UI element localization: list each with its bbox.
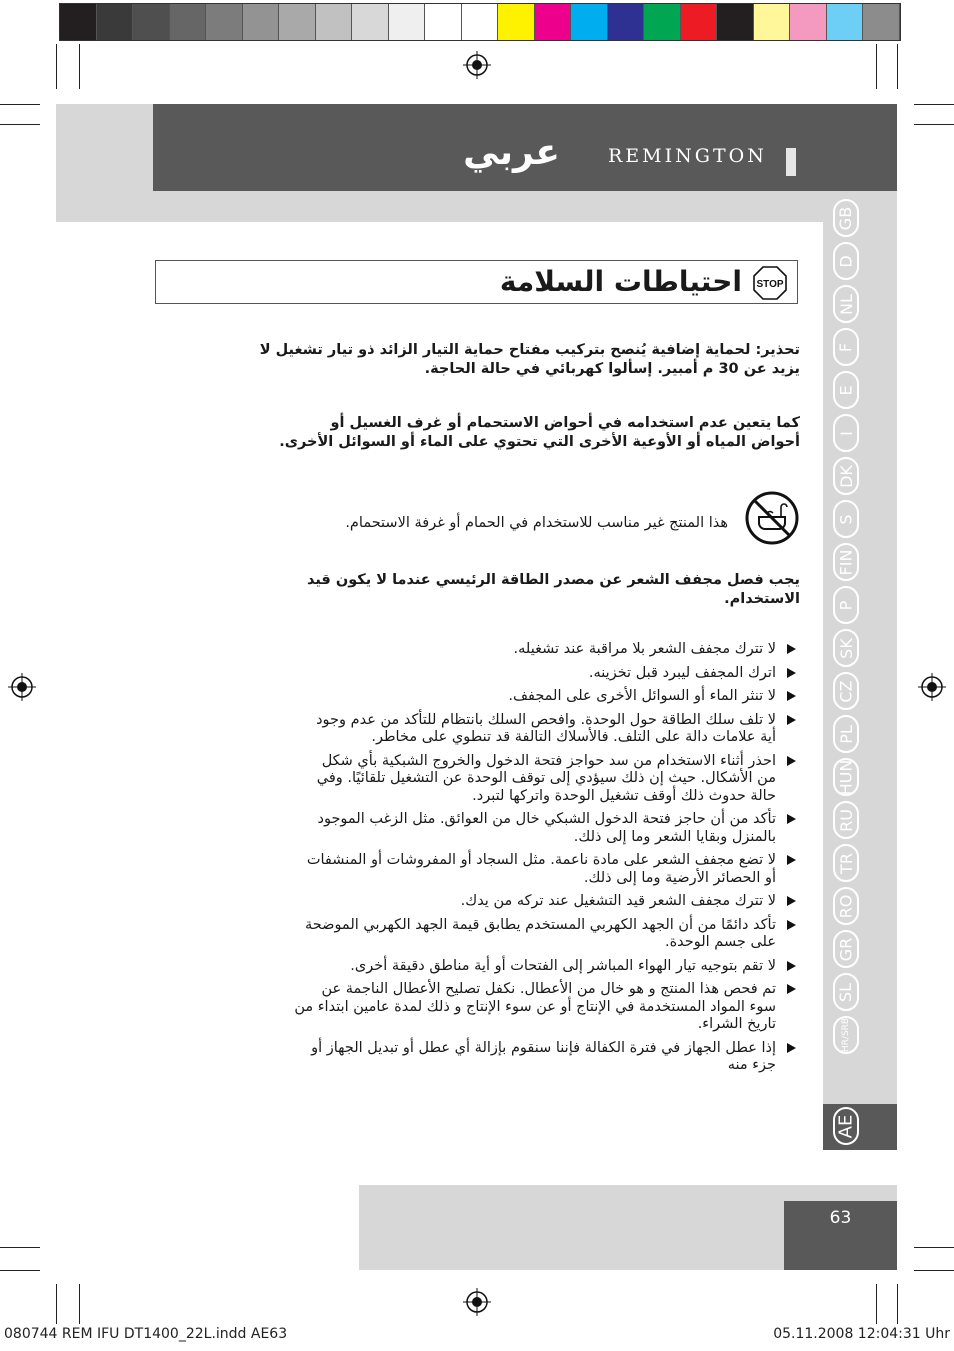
tab-i[interactable] [833, 414, 859, 452]
list-item-line: حالة حدوث ذلك أوقف تشغيل الوحدة واتركها لتبرد. [472, 787, 776, 804]
tab-label: RU [836, 808, 856, 832]
list-item-line: لا تترك مجفف الشعر قيد التشغيل عند تركه من يدك. [460, 893, 776, 909]
tab-tr[interactable] [833, 844, 859, 882]
page-number: 63 [784, 1201, 897, 1270]
crop-mark [876, 44, 877, 89]
bullet-arrow-icon [787, 1043, 796, 1053]
list-item [170, 811, 800, 846]
brand-accent-bar [786, 148, 796, 176]
list-item-line: تأكد من أن حاجز فتحة الدخول الشبكي خال من العوائق. مثل الزغب الموجود [317, 811, 776, 827]
list-item [170, 981, 800, 1034]
color-swatch [754, 4, 791, 40]
unplug-warning-line: الاستخدام. [724, 591, 800, 607]
list-item [170, 665, 800, 683]
tab-label: F [836, 342, 856, 352]
bath-note: هذا المنتج غير مناسب للاستخدام في الحمام أو غرفة الاستحمام. [345, 515, 728, 531]
color-swatch [206, 4, 243, 40]
tab-label: DK [836, 464, 856, 488]
water-warning [170, 414, 800, 452]
tab-label: SL [836, 982, 856, 1002]
list-item-line: جزء منه [727, 1057, 776, 1073]
tab-hun[interactable] [833, 758, 859, 796]
color-swatch [425, 4, 462, 40]
tab-label: RO [836, 894, 856, 918]
tab-s[interactable] [833, 500, 859, 538]
color-swatch [170, 4, 207, 40]
registration-mark-icon [918, 673, 946, 701]
unplug-warning-line: يجب فصل مجفف الشعر عن مصدر الطاقة الرئيسي عندما لا يكون قيد [307, 572, 800, 588]
tab-pl[interactable] [833, 715, 859, 753]
tab-cz[interactable] [833, 672, 859, 710]
list-item-line: على جسم الوحدة. [664, 934, 776, 950]
crop-mark [897, 1284, 898, 1324]
bullet-arrow-icon [787, 855, 796, 865]
bullet-arrow-icon [787, 691, 796, 701]
tab-label: PL [836, 724, 856, 744]
color-swatch [133, 4, 170, 40]
tab-label: I [836, 430, 856, 436]
list-item-line: تم فحص هذا المنتج و هو خال من الأعطال. نكفل تصليح الأعطال الناجمة عن [321, 981, 776, 997]
bullet-arrow-icon [787, 668, 796, 678]
unplug-warning [170, 571, 800, 609]
list-item-line: تأكد دائمًا من أن الجهد الكهربي المستخدم يطابق قيمة الجهد الكهربي الموضحة [305, 916, 776, 933]
registration-mark-icon [463, 1288, 491, 1316]
tab-label: HR/SRB [841, 1017, 852, 1053]
language-title: عربي [463, 132, 560, 173]
list-item-line: بالمنزل وبقايا الشعر وما إلى ذلك. [573, 828, 776, 845]
tab-label: AE [835, 1114, 857, 1138]
crop-mark [0, 1247, 40, 1248]
tab-ru[interactable] [833, 801, 859, 839]
list-item-line: اترك المجفف ليبرد قبل تخزينه. [588, 664, 776, 681]
list-item [170, 958, 800, 976]
crop-mark [914, 104, 954, 105]
bullet-arrow-icon [787, 644, 796, 654]
tab-label: HUN [836, 759, 856, 795]
list-item-line: أو الحصائر الأرضية وما إلى ذلك. [583, 869, 776, 886]
tab-dk[interactable] [833, 457, 859, 495]
tab-gb[interactable] [833, 199, 859, 237]
tab-sl[interactable] [833, 973, 859, 1011]
section-title: احتياطات السلامة [499, 265, 742, 298]
color-swatch [827, 4, 864, 40]
list-item [170, 852, 800, 887]
color-swatch [60, 4, 97, 40]
list-item-line: تاريخ الشراء. [697, 1016, 776, 1032]
list-item [170, 688, 800, 706]
list-item-line: لا تلف سلك الطاقة حول الوحدة. وافحص السلك بانتظام للتأكد من عدم وجود [316, 711, 776, 728]
safety-bullet-list [170, 641, 800, 1081]
tab-label: E [836, 384, 856, 396]
list-item [170, 641, 800, 659]
color-swatch [535, 4, 572, 40]
tab-label: GB [836, 206, 856, 230]
tab-fin[interactable] [833, 543, 859, 581]
list-item-line: لا تضع مجفف الشعر على مادة ناعمة. مثل السجاد أو المفروشات أو المنشفات [306, 852, 776, 868]
brand-logo: REMINGTON [608, 145, 767, 167]
crop-mark [56, 44, 57, 89]
crop-mark [79, 44, 80, 89]
tab-label: NL [836, 293, 856, 315]
crop-mark [914, 1270, 954, 1271]
tab-sk[interactable] [833, 629, 859, 667]
crop-mark [0, 124, 40, 125]
color-swatch [644, 4, 681, 40]
registration-mark-icon [8, 673, 36, 701]
no-bathtub-icon [745, 491, 799, 545]
bullet-arrow-icon [787, 961, 796, 971]
tab-ro[interactable] [833, 887, 859, 925]
water-warning-line: كما يتعين عدم استخدامه في أحواض الاستحمام أو غرف الغسيل أو [330, 415, 800, 431]
tab-label: SK [836, 637, 856, 659]
tab-label: TR [836, 852, 856, 874]
bullet-arrow-icon [787, 984, 796, 994]
list-item-line: من الأشكال. حيث إن ذلك سيؤدي إلى توقف الوحدة عن التشغيل تلقائيًا. وفي [316, 770, 776, 786]
list-item-line: لا تترك مجفف الشعر بلا مراقبة عند تشغيله. [513, 641, 776, 657]
rcd-warning-line: تحذير: لحماية إضافية يُنصح بتركيب مفتاح حماية التيار الزائد ذو تيار تشغيل لا [259, 342, 800, 358]
color-swatch [863, 4, 900, 40]
crop-mark [0, 1270, 40, 1271]
crop-mark [876, 1284, 877, 1324]
color-swatch [97, 4, 134, 40]
color-swatch [352, 4, 389, 40]
rcd-warning-line: يزيد عن 30 م أمبير. إسألوا كهربائي في حالة الحاجة. [424, 361, 800, 377]
list-item-line: سوء المواد المستخدمة في الإنتاج أو عن سوء الإنتاج و ذلك لمدة عامين ابتداء من [294, 998, 776, 1015]
color-swatch [389, 4, 426, 40]
tab-p[interactable] [833, 586, 859, 624]
list-item-line: لا تنثر الماء أو السوائل الأخرى على المجفف. [508, 688, 776, 704]
crop-mark [79, 1284, 80, 1324]
bullet-arrow-icon [787, 896, 796, 906]
tab-gr[interactable] [833, 930, 859, 968]
color-swatch [571, 4, 608, 40]
list-item [170, 753, 800, 806]
list-item [170, 712, 800, 747]
color-swatch [498, 4, 535, 40]
tab-label: S [836, 513, 856, 525]
file-slug: 080744 REM IFU DT1400_22L.indd AE63 [4, 1326, 288, 1342]
crop-mark [914, 1247, 954, 1248]
tab-hr-srb[interactable] [833, 1016, 859, 1054]
color-swatch [717, 4, 754, 40]
tab-label: D [836, 254, 856, 268]
list-item-line: احذر أثناء الاستخدام من سد حواجز فتحة الدخول والخروج الشبكية بأي شكل [321, 752, 776, 769]
tab-label: FIN [836, 549, 856, 575]
color-swatch [279, 4, 316, 40]
crop-mark [897, 44, 898, 89]
tab-d[interactable] [833, 242, 859, 280]
water-warning-line: أحواض المياه أو الأوعية الأخرى التي تحتوي على الماء أو السوائل الأخرى. [279, 434, 800, 450]
bullet-arrow-icon [787, 715, 796, 725]
color-swatch [608, 4, 645, 40]
list-item [170, 917, 800, 952]
list-item-line: إذا عطل الجهاز في فترة الكفالة فإننا سنقوم بإزالة أي عطل أو تبديل الجهاز أو [311, 1039, 776, 1056]
color-swatch [462, 4, 499, 40]
tab-label: CZ [836, 679, 856, 703]
registration-mark-icon [463, 51, 491, 79]
color-swatch [790, 4, 827, 40]
color-swatch [681, 4, 718, 40]
bullet-arrow-icon [787, 920, 796, 930]
crop-mark [914, 124, 954, 125]
color-swatch [316, 4, 353, 40]
stop-icon [753, 266, 787, 300]
bullet-arrow-icon [787, 756, 796, 766]
list-item [170, 893, 800, 911]
crop-mark [56, 1284, 57, 1324]
color-swatch [243, 4, 280, 40]
tab-label: GR [836, 937, 856, 961]
list-item [170, 1040, 800, 1075]
tab-ae[interactable] [833, 1107, 859, 1145]
tab-f[interactable] [833, 328, 859, 366]
stop-label: STOP [756, 279, 784, 290]
bullet-arrow-icon [787, 814, 796, 824]
crop-mark [0, 104, 40, 105]
print-timestamp: 05.11.2008 12:04:31 Uhr [773, 1326, 950, 1342]
tab-nl[interactable] [833, 285, 859, 323]
list-item-line: أية علامات دالة على التلف. فالأسلاك التالفة قد تنطوي على مخاطر. [371, 729, 776, 745]
tab-label: P [836, 600, 856, 610]
tab-e[interactable] [833, 371, 859, 409]
rcd-warning [170, 341, 800, 379]
list-item-line: لا تقم بتوجيه تيار الهواء المباشر إلى الفتحات أو أية مناطق دقيقة أخرى. [350, 957, 776, 974]
print-color-bar [59, 3, 901, 41]
